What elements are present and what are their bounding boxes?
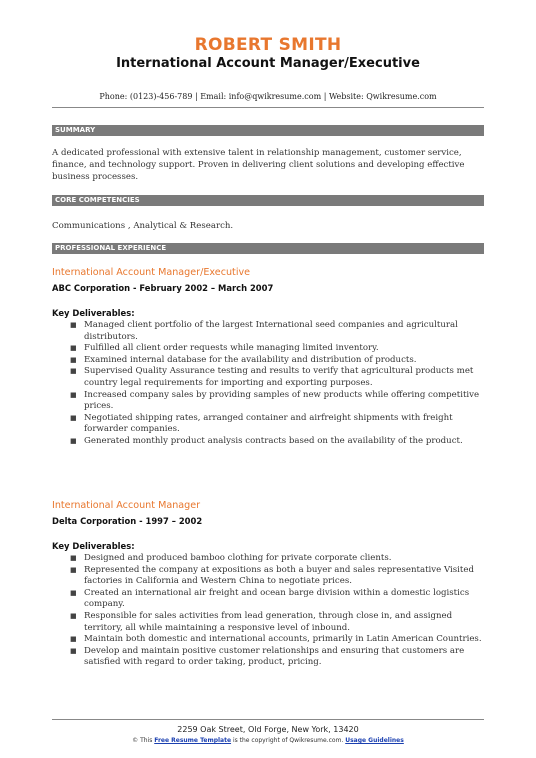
list-item: ■ Represented the company at expositions as both a buyer and sales representative Visited factories in California and Western China to negotiate prices. — [70, 564, 474, 587]
job-2-deliverables-label: Key Deliverables: — [52, 541, 135, 551]
job-1-bullet-list — [52, 320, 484, 448]
summary-heading: SUMMARY — [52, 125, 484, 136]
bullet-icon: ■ — [70, 611, 77, 620]
job-1-deliverables-label: Key Deliverables: — [52, 308, 135, 318]
job-title-headline: International Account Manager/Executive — [116, 56, 420, 71]
experience-heading: PROFESSIONAL EXPERIENCE — [52, 243, 484, 254]
bullet-icon: ■ — [70, 554, 77, 562]
bullet-icon: ■ — [70, 588, 77, 597]
competencies-heading: CORE COMPETENCIES — [52, 195, 484, 206]
list-item: ■ Increased company sales by providing samples of new products while offering competitive prices. — [70, 389, 480, 412]
competencies-text: Communications , Analytical & Research. — [52, 221, 234, 231]
copyright-prefix: © This — [132, 737, 155, 744]
job-1-company: ABC Corporation - February 2002 – March 2007 — [52, 283, 274, 293]
footer-copyright — [0, 737, 536, 744]
bullet-icon: ■ — [70, 367, 77, 376]
list-item: ■ Designed and produced bamboo clothing for private corporate clients. — [70, 553, 392, 563]
footer-divider — [52, 719, 484, 720]
list-item: ■ Develop and maintain positive customer relationships and ensuring that customers are satisfied with regard to order taking, product, pricing. — [70, 645, 465, 668]
free-resume-template-link[interactable]: Free Resume Template — [154, 737, 232, 744]
list-item: ■ Negotiated shipping rates, arranged container and airfreight shipments with freight forwarder companies. — [70, 412, 453, 435]
job-2-title: International Account Manager — [52, 500, 201, 511]
summary-text: A dedicated professional with extensive talent in relationship management, customer service, finance, and technology support. Proven in delivering client solutions and developing effective business processes. — [52, 148, 465, 182]
bullet-icon: ■ — [70, 635, 77, 644]
bullet-icon: ■ — [70, 321, 77, 329]
bullet-icon: ■ — [70, 390, 77, 399]
list-item: ■ Created an international air freight and ocean barge division within a domestic logistics company. — [70, 587, 470, 610]
footer-address: 2259 Oak Street, Old Forge, New York, 13420 — [177, 725, 359, 734]
job-1-title: International Account Manager/Executive — [52, 267, 251, 278]
list-item: ■ Managed client portfolio of the largest International seed companies and agricultural distributors. — [70, 320, 458, 342]
job-2-bullet-list — [52, 553, 484, 669]
job-2-company: Delta Corporation - 1997 – 2002 — [52, 516, 203, 526]
bullet-icon: ■ — [70, 436, 77, 445]
contact-line: Phone: (0123)-456-789 | Email: info@qwikresume.com | Website: Qwikresume.com — [99, 92, 437, 101]
bullet-icon: ■ — [70, 565, 77, 574]
list-item: ■ Maintain both domestic and international accounts, primarily in Latin American Countries. — [70, 634, 482, 645]
bullet-icon: ■ — [70, 413, 77, 422]
copyright-middle: is the copyright of Qwikresume.com. — [231, 737, 346, 744]
list-item: ■ Fulfilled all client order requests while managing limited inventory. — [70, 343, 379, 354]
bullet-icon: ■ — [70, 355, 77, 364]
header-divider — [52, 107, 484, 108]
bullet-icon: ■ — [70, 646, 77, 655]
list-item: ■ Generated monthly product analysis contracts based on the availability of the product. — [70, 435, 463, 446]
bullet-icon: ■ — [70, 344, 77, 353]
list-item: ■ Examined internal database for the availability and distribution of products. — [70, 354, 417, 365]
list-item: ■ Supervised Quality Assurance testing and results to verify that agricultural products met country legal requirements for importing and exporting purposes. — [70, 366, 474, 388]
list-item: ■ Responsible for sales activities from lead generation, through close in, and assigned territory, all while maintaining a responsive level of inbound. — [70, 610, 453, 633]
candidate-name: ROBERT SMITH — [194, 35, 342, 55]
usage-guidelines-link[interactable]: Usage Guidelines — [345, 737, 404, 744]
